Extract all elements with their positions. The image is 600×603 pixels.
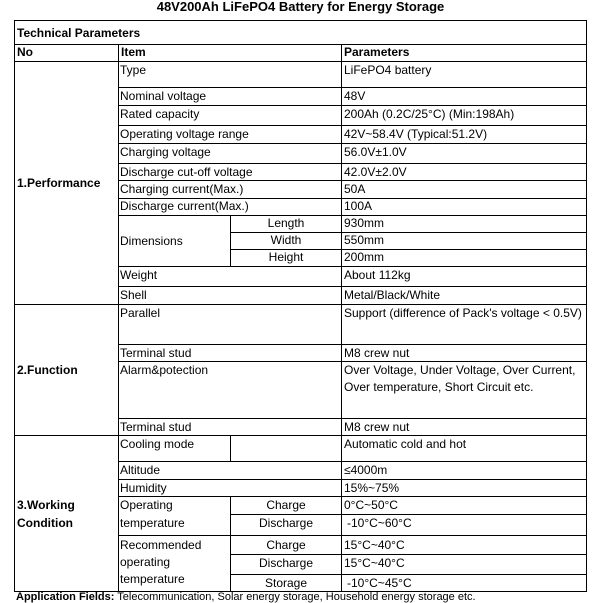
rule	[14, 61, 587, 62]
value-nominal-voltage: 48V	[344, 89, 366, 103]
value-op-voltage-range: 42V~58.4V (Typical:51.2V)	[344, 127, 488, 141]
label-op-charge: Charge	[266, 498, 306, 512]
item-rec-temp-line1: Recommended	[120, 538, 202, 552]
value-humidity: 15%~75%	[344, 481, 400, 495]
rule	[230, 435, 231, 461]
item-parallel: Parallel	[120, 306, 161, 320]
value-height: 200mm	[344, 250, 385, 264]
label-rec-storage: Storage	[264, 576, 308, 590]
application-fields-text: Telecommunication, Solar energy storage, Household energy storage etc.	[117, 591, 476, 603]
item-alarm: Alarm&potection	[120, 363, 209, 377]
value-rec-storage: -10°C~45°C	[347, 576, 412, 590]
label-width: Width	[270, 233, 302, 247]
item-type: Type	[120, 63, 147, 77]
item-humidity: Humidity	[120, 481, 167, 495]
value-discharge-current: 100A	[344, 199, 373, 213]
value-rated-capacity: 200Ah (0.2C/25°C) (Min:198Ah)	[344, 107, 515, 121]
group-function: 2.Function	[17, 363, 78, 377]
value-op-charge: 0°C~50°C	[344, 498, 398, 512]
rule	[14, 20, 587, 21]
item-terminal-stud-1: Terminal stud	[120, 346, 192, 360]
value-width: 550mm	[344, 233, 385, 247]
value-terminal-stud-1: M8 crew nut	[344, 346, 410, 360]
value-shell: Metal/Black/White	[344, 288, 441, 302]
value-charging-current: 50A	[344, 182, 366, 196]
item-op-temp-line1: Operating	[120, 498, 173, 512]
item-op-voltage-range: Operating voltage range	[120, 127, 249, 141]
value-cooling: Automatic cold and hot	[344, 437, 467, 451]
item-cooling: Cooling mode	[120, 437, 195, 451]
item-rec-temp-line3: temperature	[120, 572, 185, 586]
item-terminal-stud-2: Terminal stud	[120, 420, 192, 434]
value-charging-voltage: 56.0V±1.0V	[344, 145, 407, 159]
value-discharge-cutoff: 42.0V±2.0V	[344, 165, 407, 179]
item-weight: Weight	[120, 268, 158, 282]
value-alarm: Over Voltage, Under Voltage, Over Current, Over temperature, Short Circuit etc.	[344, 363, 576, 394]
header-no: No	[17, 45, 33, 59]
value-altitude: ≤4000m	[344, 463, 388, 477]
label-height: Height	[268, 250, 304, 264]
label-rec-discharge: Discharge	[258, 556, 314, 570]
label-rec-charge: Charge	[266, 538, 306, 552]
item-nominal-voltage: Nominal voltage	[120, 89, 207, 103]
value-type: LiFePO4 battery	[344, 63, 432, 77]
item-op-temp-line2: temperature	[120, 516, 185, 530]
item-rated-capacity: Rated capacity	[120, 107, 200, 121]
section-title: Technical Parameters	[17, 26, 141, 40]
value-parallel: Support (difference of Pack's voltage < 0.5V)	[344, 306, 582, 320]
label-length: Length	[267, 216, 305, 230]
rule	[118, 44, 119, 591]
rule	[14, 20, 15, 591]
item-charging-current: Charging current(Max.)	[120, 182, 244, 196]
item-altitude: Altitude	[120, 463, 161, 477]
group-working-line1: 3.Working	[17, 498, 75, 512]
rule	[14, 44, 587, 45]
rule	[341, 44, 342, 591]
spec-sheet	[14, 0, 587, 603]
value-rec-charge: 15°C~40°C	[344, 538, 405, 552]
label-op-discharge: Discharge	[258, 516, 314, 530]
application-fields	[16, 591, 476, 603]
header-item: Item	[121, 45, 146, 59]
document-title: 48V200Ah LiFePO4 Battery for Energy Storage	[156, 0, 445, 14]
value-rec-discharge: 15°C~40°C	[344, 556, 405, 570]
group-working-line2: Condition	[17, 516, 73, 530]
item-discharge-cutoff: Discharge cut-off voltage	[120, 165, 253, 179]
group-performance: 1.Performance	[17, 176, 101, 190]
item-discharge-current: Discharge current(Max.)	[120, 199, 249, 213]
value-weight: About 112kg	[344, 268, 411, 282]
value-length: 930mm	[344, 216, 385, 230]
item-rec-temp-line2: operating	[120, 555, 171, 569]
rule	[586, 20, 587, 591]
rule	[118, 535, 587, 536]
item-dimensions: Dimensions	[120, 234, 183, 248]
value-terminal-stud-2: M8 crew nut	[344, 420, 410, 434]
item-charging-voltage: Charging voltage	[120, 145, 211, 159]
value-op-discharge: -10°C~60°C	[347, 516, 412, 530]
header-parameters: Parameters	[344, 45, 410, 59]
rule	[14, 435, 587, 436]
application-fields-label: Application Fields:	[16, 591, 115, 603]
item-shell: Shell	[120, 288, 147, 302]
